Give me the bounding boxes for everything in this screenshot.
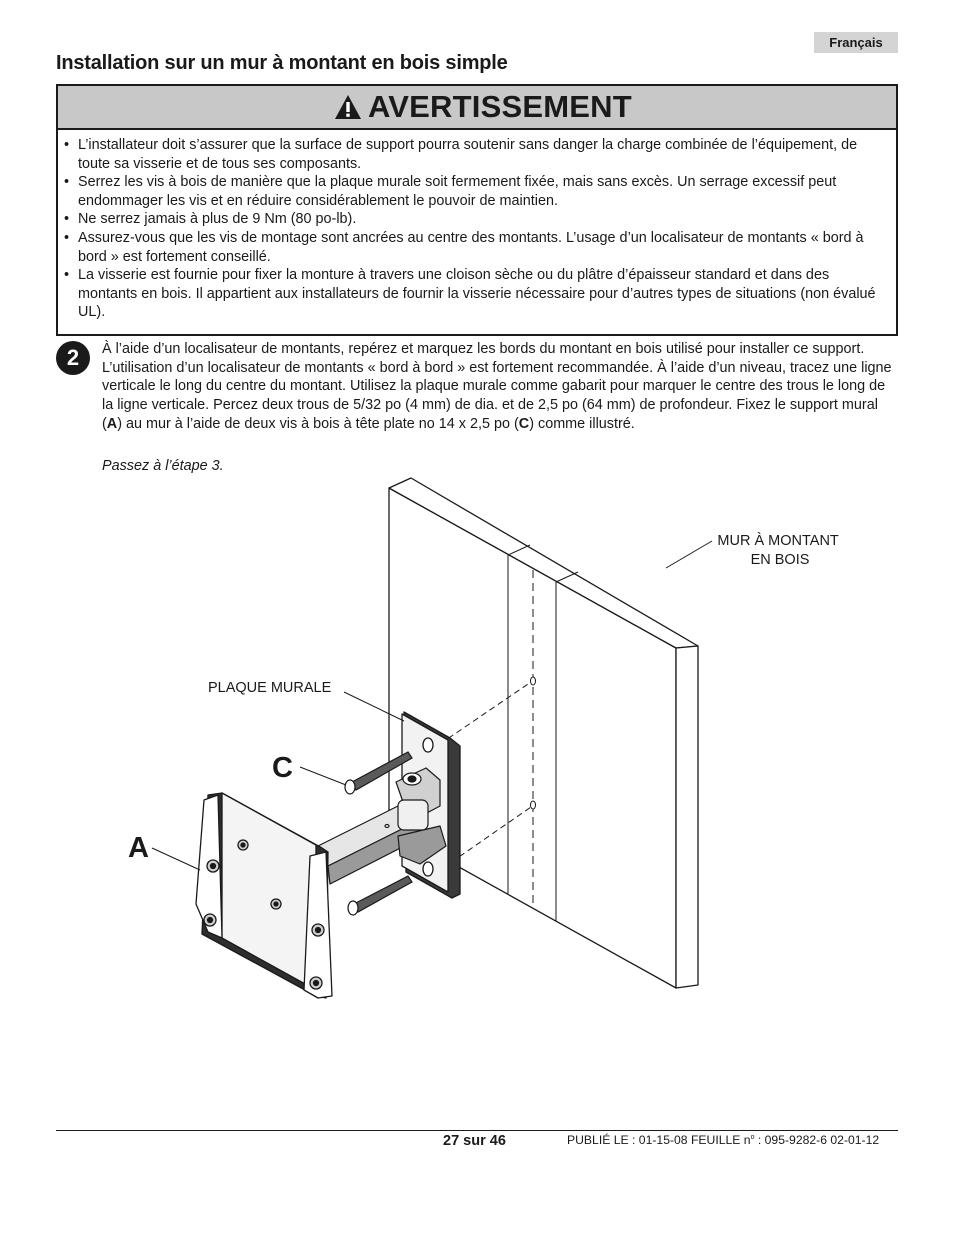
section-title: Installation sur un mur à montant en bois simple	[56, 52, 508, 74]
step-number-badge: 2	[56, 341, 90, 375]
part-ref-a: A	[106, 415, 118, 432]
warning-title: AVERTISSEMENT	[368, 89, 632, 124]
warning-item: • L’installateur doit s’assurer que la surface de support pourra soutenir sans danger la charge combinée de l’équipement, de toute sa visserie et de tous ses composants.	[62, 136, 890, 173]
label-wall-line1: MUR À MONTANT	[717, 533, 839, 549]
language-tag: Français	[814, 32, 898, 53]
step-note: Passez à l’étape 3.	[102, 458, 224, 474]
label-wall-line2: EN BOIS	[750, 552, 810, 568]
lag-screw-lower	[348, 876, 412, 915]
label-wall-plate: PLAQUE MURALE	[208, 680, 332, 696]
callout-c: C	[272, 752, 293, 784]
callout-a: A	[128, 832, 149, 864]
publication-info	[567, 1133, 879, 1147]
warning-item: • Serrez les vis à bois de manière que la plaque murale soit fermement fixée, mais sans excès. Un serrage excessif peut endommager les vis et en réduire considérablement le pouvoir de maintien.	[62, 173, 890, 210]
mounting-bracket	[196, 793, 332, 998]
warning-item: • La visserie est fournie pour fixer la monture à travers une cloison sèche ou du plâtre d’épaisseur standard et dans des montants en bois. Il appartient aux installateurs de fournir la visserie nécessaire pour d’autres types de situations (non évalué UL).	[62, 266, 890, 322]
step-text-part: ) au mur à l’aide de deux vis à bois à tête plate no 14 x 2,5 po (	[117, 415, 519, 432]
part-ref-c: C	[518, 415, 530, 432]
page-number: 27 sur 46	[443, 1133, 506, 1149]
pub-sup: o	[750, 1133, 755, 1141]
footer-divider	[56, 1130, 898, 1131]
label-wall	[717, 532, 842, 568]
warning-item: • Assurez-vous que les vis de montage sont ancrées au centre des montants. L’usage d’un localisateur de montants « bord à bord » est fortement conseillé.	[62, 229, 890, 266]
step-text-part: ) comme illustré.	[529, 415, 635, 432]
pub-prefix: PUBLIÉ LE : 01-15-08 FEUILLE n	[567, 1133, 751, 1147]
step-text-part: À l’aide d’un localisateur de montants, repérez et marquez les bords du montant en bois utilisé pour installer ce support. L’utilisation d’un localisateur de montants « bord à bord » est fortement recommandée. À l’aide d’un niveau, tracez une ligne verticale le long du centre du montant. Utilisez la plaque murale comme gabarit pour marquer le centre des trous le long de la ligne verticale. Percez deux trous de 5/32 po (4 mm) de dia. et de 2,5 po (64 mm) de profondeur. Fixez le support mural (	[102, 341, 892, 432]
warning-item: • Ne serrez jamais à plus de 9 Nm (80 po-lb).	[62, 210, 890, 229]
pub-suffix: : 095-9282-6 02-01-12	[754, 1133, 880, 1147]
